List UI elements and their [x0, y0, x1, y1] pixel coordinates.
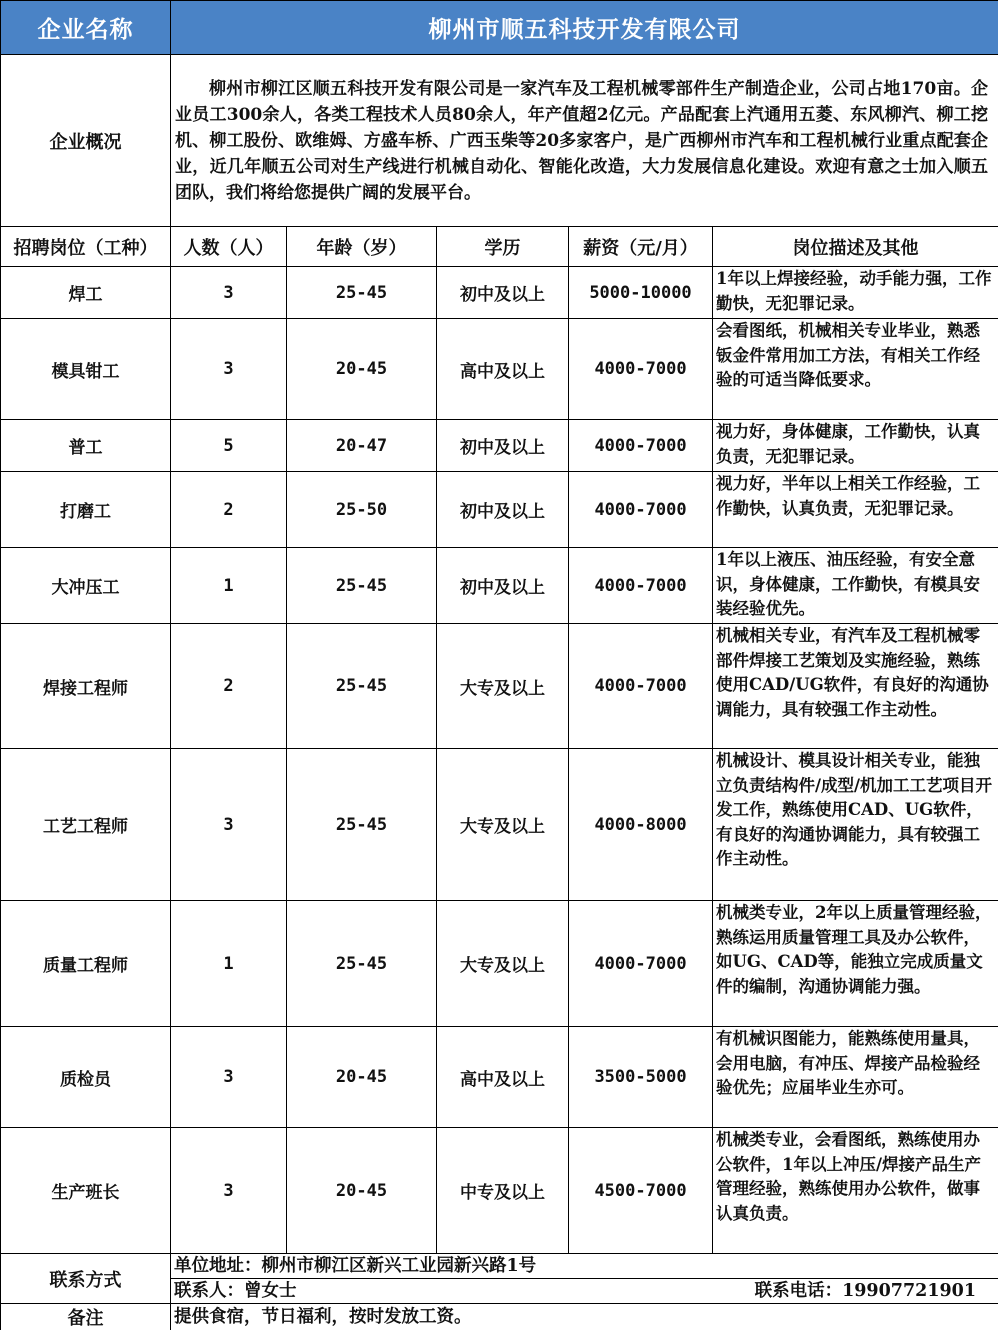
- job-salary: 4000-7000: [569, 420, 713, 472]
- job-position: 质检员: [1, 1027, 171, 1128]
- job-age: 25-50: [287, 472, 437, 548]
- overview-text: 柳州市柳江区顺五科技开发有限公司是一家汽车及工程机械零部件生产制造企业，公司占地170亩。企业员工300余人，各类工程技术人员80余人，年产值超2亿元。产品配套上汽通用五菱、东风柳汽、柳工挖机、柳工股份、欧维姆、方盛车桥、广西玉柴等20多家客户，是广西柳州市汽车和工程机械行业重点配套企业，近几年顺五公司对生产线进行机械自动化、智能化改造，大力发展信息化建设。欢迎有意之士加入顺五团队，我们将给您提供广阔的发展平台。: [171, 55, 998, 227]
- job-count: 3: [171, 1128, 287, 1254]
- job-row: [1, 472, 998, 548]
- job-position: 模具钳工: [1, 319, 171, 420]
- job-count: 5: [171, 420, 287, 472]
- job-description: 视力好，身体健康，工作勤快，认真负责，无犯罪记录。: [713, 420, 998, 472]
- job-count: 3: [171, 319, 287, 420]
- job-description: 有机械识图能力，能熟练使用量具，会用电脑，有冲压、焊接产品检验经验优先；应届毕业生亦可。: [713, 1027, 998, 1128]
- job-count: 1: [171, 548, 287, 624]
- job-age: 25-45: [287, 749, 437, 901]
- job-age: 20-47: [287, 420, 437, 472]
- job-row: [1, 319, 998, 420]
- job-education: 初中及以上: [437, 267, 569, 319]
- job-salary: 5000-10000: [569, 267, 713, 319]
- job-count: 2: [171, 624, 287, 749]
- job-description: 1年以上焊接经验，动手能力强，工作勤快，无犯罪记录。: [713, 267, 998, 319]
- job-count: 3: [171, 267, 287, 319]
- column-header-education: 学历: [437, 227, 569, 267]
- job-position: 普工: [1, 420, 171, 472]
- job-row: [1, 624, 998, 749]
- job-age: 20-45: [287, 1128, 437, 1254]
- company-name: 柳州市顺五科技开发有限公司: [171, 1, 998, 55]
- column-header-count: 人数（人）: [171, 227, 287, 267]
- remarks-row: [1, 1304, 998, 1330]
- job-education: 高中及以上: [437, 319, 569, 420]
- column-header-description: 岗位描述及其他: [713, 227, 998, 267]
- column-header-age: 年龄（岁）: [287, 227, 437, 267]
- header-row: [1, 1, 998, 55]
- job-age: 25-45: [287, 267, 437, 319]
- job-row: [1, 548, 998, 624]
- column-header-position: 招聘岗位（工种）: [1, 227, 171, 267]
- job-salary: 4000-7000: [569, 319, 713, 420]
- job-education: 高中及以上: [437, 1027, 569, 1128]
- job-row: [1, 749, 998, 901]
- job-salary: 4000-7000: [569, 472, 713, 548]
- column-header-row: [1, 227, 998, 267]
- job-salary: 4000-7000: [569, 548, 713, 624]
- contact-person: 联系人：曾女士: [174, 1280, 297, 1301]
- column-header-salary: 薪资（元/月）: [569, 227, 713, 267]
- contact-label: 联系方式: [1, 1254, 171, 1304]
- job-education: 初中及以上: [437, 420, 569, 472]
- job-count: 1: [171, 901, 287, 1027]
- job-count: 3: [171, 1027, 287, 1128]
- contact-phone: 联系电话：19907721901: [754, 1280, 977, 1301]
- job-count: 2: [171, 472, 287, 548]
- job-description: 视力好，半年以上相关工作经验，工作勤快，认真负责，无犯罪记录。: [713, 472, 998, 548]
- job-education: 大专及以上: [437, 901, 569, 1027]
- job-position: 打磨工: [1, 472, 171, 548]
- job-education: 大专及以上: [437, 749, 569, 901]
- job-age: 20-45: [287, 1027, 437, 1128]
- company-name-label: 企业名称: [1, 1, 171, 55]
- contact-address-row: [1, 1254, 998, 1279]
- job-salary: 3500-5000: [569, 1027, 713, 1128]
- job-age: 25-45: [287, 901, 437, 1027]
- job-salary: 4500-7000: [569, 1128, 713, 1254]
- job-position: 大冲压工: [1, 548, 171, 624]
- job-position: 焊工: [1, 267, 171, 319]
- job-age: 25-45: [287, 624, 437, 749]
- job-position: 工艺工程师: [1, 749, 171, 901]
- job-row: [1, 1027, 998, 1128]
- job-education: 初中及以上: [437, 472, 569, 548]
- contact-person-cell: [171, 1279, 998, 1304]
- job-count: 3: [171, 749, 287, 901]
- job-salary: 4000-7000: [569, 624, 713, 749]
- job-row: [1, 267, 998, 319]
- job-description: 1年以上液压、油压经验，有安全意识，身体健康，工作勤快，有模具安装经验优先。: [713, 548, 998, 624]
- job-position: 生产班长: [1, 1128, 171, 1254]
- overview-row: [1, 55, 998, 227]
- job-description: 机械类专业，会看图纸，熟练使用办公软件，1年以上冲压/焊接产品生产管理经验，熟练使用办公软件，做事认真负责。: [713, 1128, 998, 1254]
- job-position: 焊接工程师: [1, 624, 171, 749]
- job-age: 25-45: [287, 548, 437, 624]
- job-description: 机械相关专业，有汽车及工程机械零部件焊接工艺策划及实施经验，熟练使用CAD/UG软件，有良好的沟通协调能力，具有较强工作主动性。: [713, 624, 998, 749]
- remarks-label: 备注: [1, 1304, 171, 1330]
- job-education: 中专及以上: [437, 1128, 569, 1254]
- job-row: [1, 1128, 998, 1254]
- job-description: 会看图纸，机械相关专业毕业，熟悉钣金件常用加工方法，有相关工作经验的可适当降低要求。: [713, 319, 998, 420]
- job-position: 质量工程师: [1, 901, 171, 1027]
- job-row: [1, 901, 998, 1027]
- job-description: 机械设计、模具设计相关专业，能独立负责结构件/成型/机加工工艺项目开发工作，熟练使用CAD、UG软件，有良好的沟通协调能力，具有较强工作主动性。: [713, 749, 998, 901]
- overview-label: 企业概况: [1, 55, 171, 227]
- job-salary: 4000-7000: [569, 901, 713, 1027]
- remarks-text: 提供食宿，节日福利，按时发放工资。: [171, 1304, 998, 1330]
- job-salary: 4000-8000: [569, 749, 713, 901]
- job-row: [1, 420, 998, 472]
- job-education: 初中及以上: [437, 548, 569, 624]
- job-description: 机械类专业，2年以上质量管理经验，熟练运用质量管理工具及办公软件，如UG、CAD等，能独立完成质量文件的编制，沟通协调能力强。: [713, 901, 998, 1027]
- job-education: 大专及以上: [437, 624, 569, 749]
- job-age: 20-45: [287, 319, 437, 420]
- contact-address: 单位地址：柳州市柳江区新兴工业园新兴路1号: [171, 1254, 998, 1279]
